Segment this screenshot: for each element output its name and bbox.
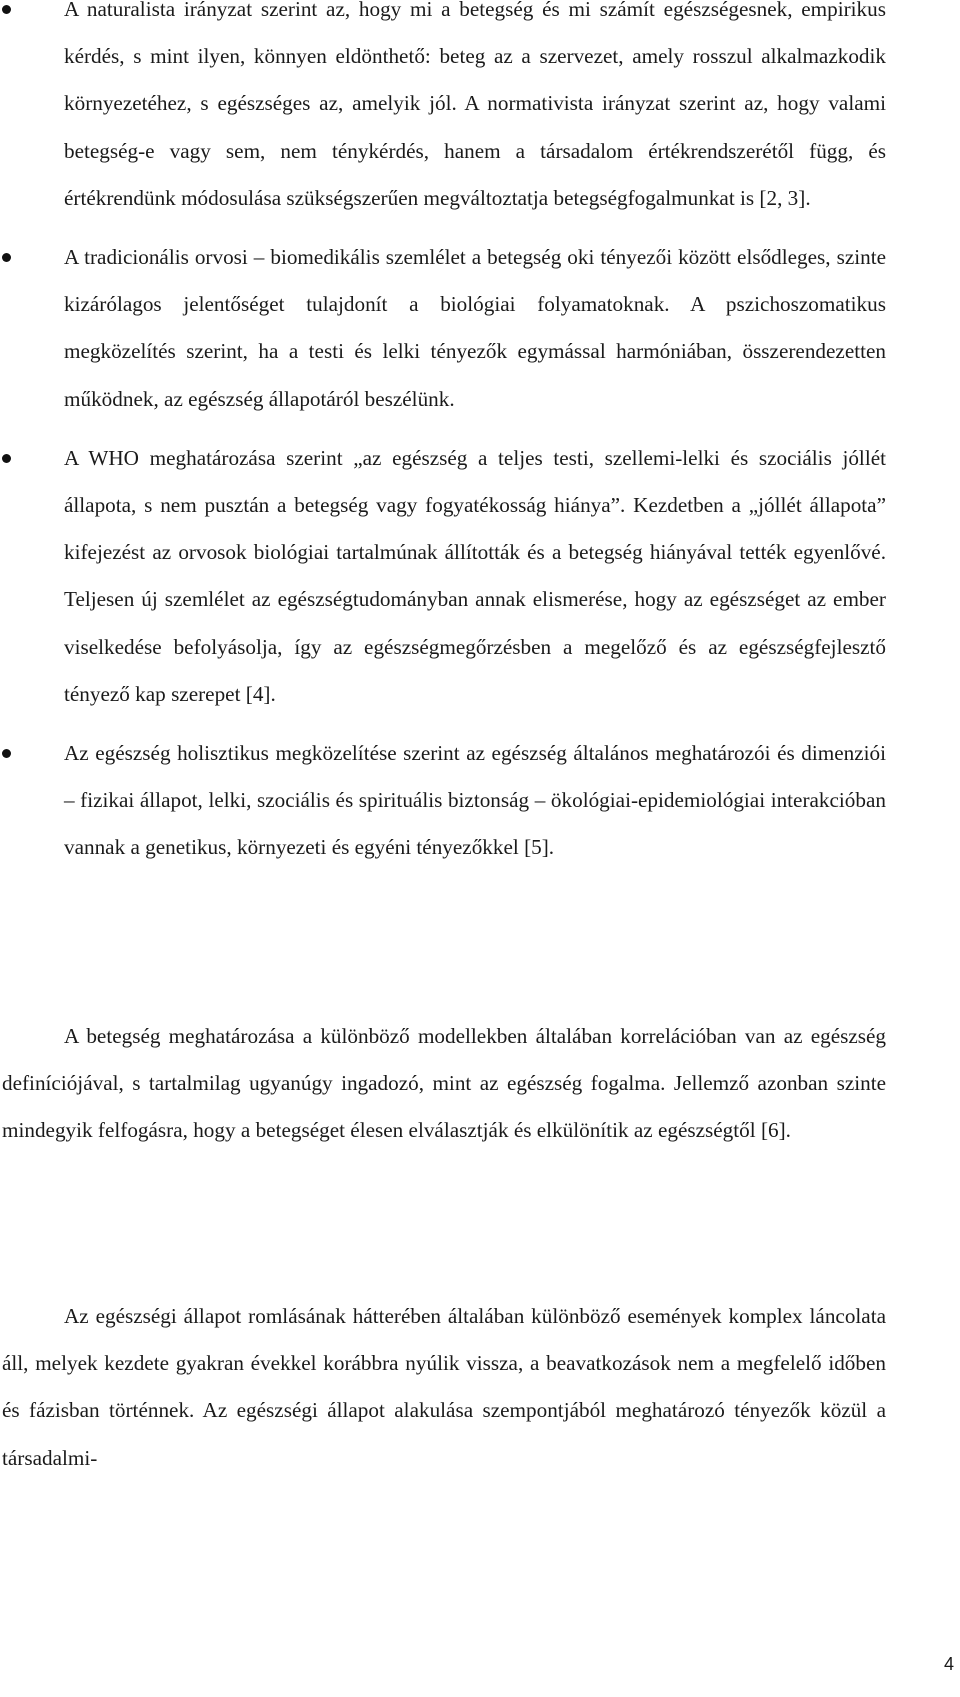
page-number: 4 [943, 1654, 954, 1674]
bullet-item-who-definition [0, 435, 886, 718]
body-paragraph-health-deterioration: Az egészségi állapot romlásának hátterében általában különböző események komplex láncolata áll, melyek kezdete gyakran évekkel korábbra nyúlik vissza, a beavatkozások nem a megfelelő időben és fázisban történnek. Az egészségi állapot alakulása szempontjából meghatározó tényezők közül a társadalmi- [2, 1304, 886, 1470]
bullet-text: A tradicionális orvosi – biomedikális szemlélet a betegség oki tényezői között elsődleges, szinte kizárólagos jelentőséget tulajdonít a biológiai folyamatoknak. A pszichoszomatikus megközelítés szerint, ha a testi és lelki tényezők egymással harmóniában, összerendezetten működnek, az egészség állapotáról beszélünk. [64, 245, 886, 411]
bullet-dot-icon [2, 253, 11, 262]
bullet-list [0, 0, 886, 884]
bullet-item-holistic [0, 730, 886, 872]
bullet-dot-icon [2, 5, 11, 14]
bullet-item-naturalist-normativist [0, 0, 886, 222]
bullet-dot-icon [2, 749, 11, 758]
bullet-text: Az egészség holisztikus megközelítése szerint az egészség általános meghatározói és dimenziói – fizikai állapot, lelki, szociális és spirituális biztonság – ökológiai-epidemiológiai interakcióban vannak a genetikus, környezeti és egyéni tényezőkkel [5]. [64, 741, 886, 860]
bullet-item-biomedical [0, 234, 886, 423]
bullet-dot-icon [2, 454, 11, 463]
body-paragraph-illness-definition: A betegség meghatározása a különböző modellekben általában korrelációban van az egészség definíciójával, s tartalmilag ugyanúgy ingadozó, mint az egészség fogalma. Jellemző azonban szinte mindegyik felfogásra, hogy a betegséget élesen elválasztják és elkülönítik az egészségtől [6]. [2, 1024, 886, 1143]
bullet-text: A naturalista irányzat szerint az, hogy mi a betegség és mi számít egészségesnek, empirikus kérdés, s mint ilyen, könnyen eldönthető: beteg az a szervezet, amely rosszul alkalmazkodik környezetéhez, s egészséges az, amelyik jól. A normativista irányzat szerint az, hogy valami betegség-e vagy sem, nem ténykérdés, hanem a társadalom értékrendszerétől függ, és értékrendünk módosulása szükségszerűen megváltoztatja betegségfogalmunkat is [2, 3]. [64, 0, 886, 210]
bullet-text: A WHO meghatározása szerint „az egészség a teljes testi, szellemi-lelki és szociális jóllét állapota, s nem pusztán a betegség vagy fogyatékosság hiánya”. Kezdetben a „jóllét állapota” kifejezést az orvosok biológiai tartalmúnak állították és a betegség hiányával tették egyenlővé. Teljesen új szemlélet az egészségtudományban annak elismerése, hogy az egészséget az ember viselkedése befolyásolja, így az egészségmegőrzésben a megelőző és az egészségfejlesztő tényező kap szerepet [4]. [64, 445, 886, 706]
